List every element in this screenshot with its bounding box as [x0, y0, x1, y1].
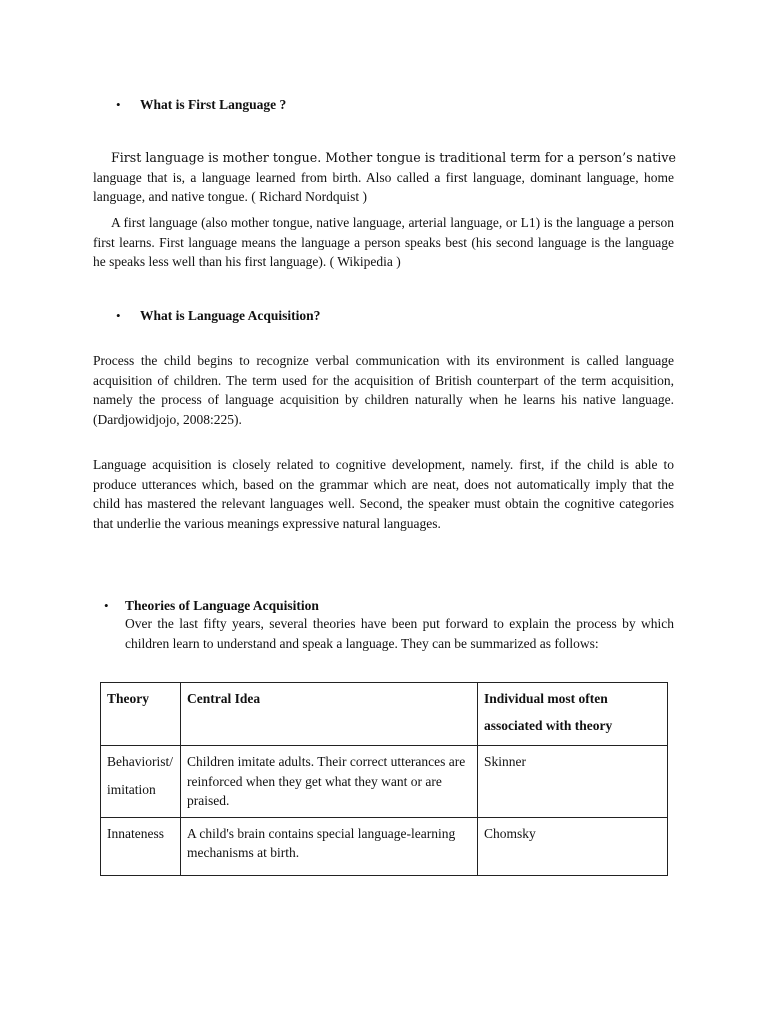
paragraph-acquisition-process: Process the child begins to recognize verbal communication with its environment is called language acquisition of children. The term used for the acquisition of British counterpart of the term acquisition, namely the process of language acquisition by children naturally when he learns his native language. (Dardjowidjojo, 2008:225). [93, 353, 674, 427]
table-header-row [101, 683, 668, 746]
paragraph-theories-intro: Over the last fifty years, several theories have been put forward to explain the process by which children learn to understand and speak a language. They can be summarized as follows: [125, 616, 674, 651]
header-individual-line2: associated with theory [484, 718, 613, 733]
cell-theory-line1: Innateness [107, 825, 164, 841]
cell-individual: Skinner [478, 746, 668, 818]
cell-theory-line1: Behaviorist/ [107, 754, 173, 769]
paragraph-line: First language is mother tongue. Mother tongue is traditional term for a person’s native [111, 150, 676, 165]
bullet-marker: • [116, 308, 121, 323]
cell-central-idea: Children imitate adults. Their correct utterances are reinforced when they get what they want or are praised. [181, 746, 478, 818]
cell-theory [101, 817, 181, 875]
header-individual-line1: Individual most often [484, 691, 608, 706]
paragraph-wikipedia-definition [93, 213, 674, 272]
cell-individual: Chomsky [478, 817, 668, 875]
section-heading-theories: Theories of Language Acquisition [125, 598, 319, 613]
section-heading-first-language: What is First Language ? [140, 97, 287, 112]
bullet-marker: • [104, 598, 109, 613]
cell-theory-line2: imitation [107, 782, 156, 797]
paragraph-first-language-definition [93, 148, 674, 207]
header-theory: Theory [101, 683, 181, 746]
header-central-idea: Central Idea [181, 683, 478, 746]
theories-table [100, 682, 668, 876]
cell-theory [101, 746, 181, 818]
paragraph-cognitive-development: Language acquisition is closely related to cognitive development, namely. first, if the child is able to produce utterances which, based on the grammar which are neat, does not automatically imply that the child has mastered the relevant languages well. Second, the speaker must obtain the cognitive categories that underlie the various meanings expressive natural languages. [93, 457, 674, 531]
table-row [101, 746, 668, 818]
section-heading-language-acquisition: What is Language Acquisition? [140, 308, 321, 323]
table-row [101, 817, 668, 875]
bullet-marker: • [116, 97, 121, 112]
paragraph-text: A first language (also mother tongue, native language, arterial language, or L1) is the language a person first learns. First language means the language a person speaks best (his second language is the language he speaks less well than his first language). ( Wikipedia ) [93, 215, 674, 269]
paragraph-text: language that is, a language learned from birth. Also called a first language, dominant language, home language, and native tongue. ( Richard Nordquist ) [93, 169, 674, 204]
header-individual [478, 683, 668, 746]
cell-central-idea: A child's brain contains special language-learning mechanisms at birth. [181, 817, 478, 875]
